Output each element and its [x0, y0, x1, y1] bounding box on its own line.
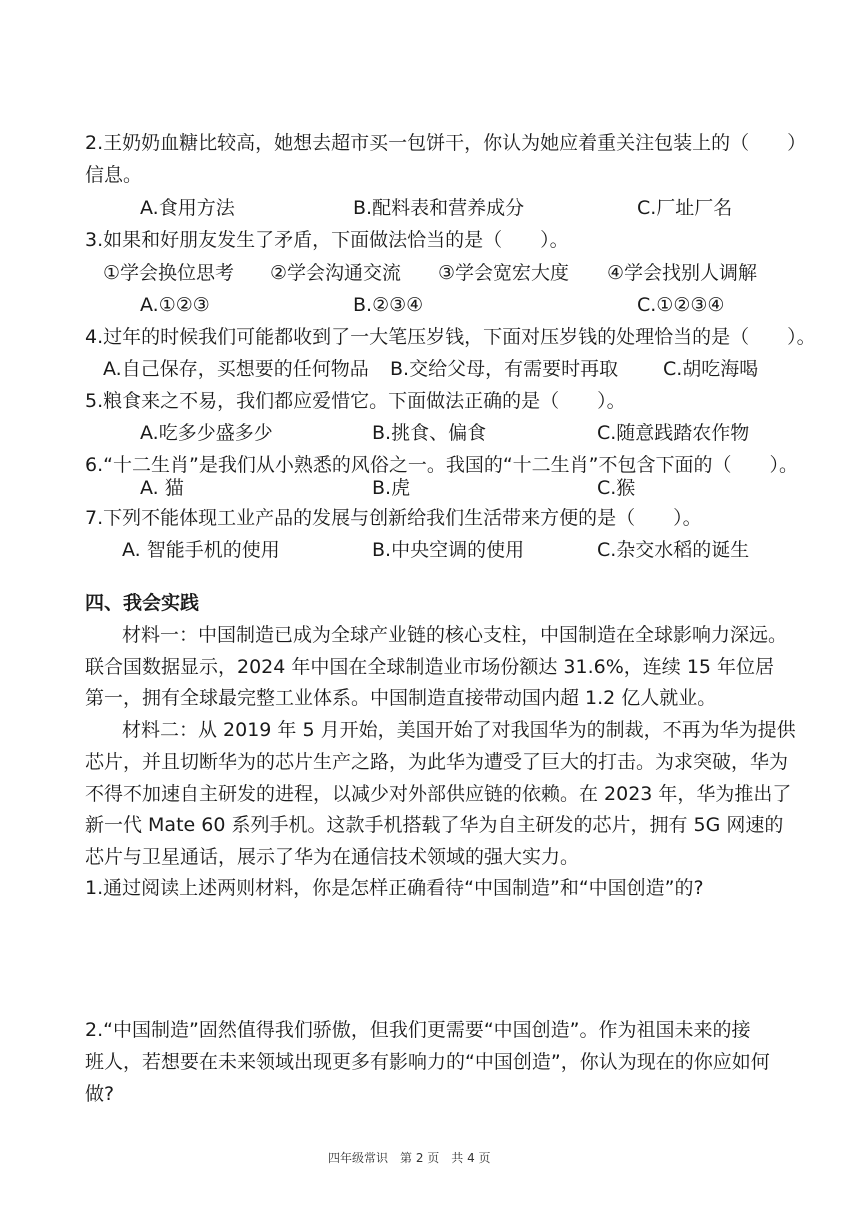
q6-option-c: C.猴: [597, 477, 636, 499]
subquestion-1: 1.通过阅读上述两则材料，你是怎样正确看待“中国制造”和“中国创造”的?: [85, 877, 704, 899]
q4-option-c: C.胡吃海喝: [663, 358, 759, 380]
q3-stem: 3.如果和好朋友发生了矛盾，下面做法恰当的是（ ）。: [85, 229, 569, 251]
q7-option-a: A. 智能手机的使用: [122, 539, 280, 561]
page-footer: 四年级常识 第 2 页 共 4 页: [328, 1151, 491, 1165]
material-2-line-3: 不得不加速自主研发的进程，以减少对外部供应链的依赖。在 2023 年，华为推出了: [85, 783, 792, 805]
q4-option-b: B.交给父母，有需要时再取: [390, 358, 619, 380]
q6-option-a: A. 猫: [140, 477, 184, 499]
q2-stem-line2: 信息。: [85, 164, 143, 186]
q3-option-c: C.①②③④: [637, 294, 725, 316]
q2-option-a: A.食用方法: [140, 197, 235, 219]
q7-stem: 7.下列不能体现工业产品的发展与创新给我们生活带来方便的是（ ）。: [85, 507, 702, 529]
q5-option-a: A.吃多少盛多少: [140, 422, 273, 444]
subquestion-2-line-1: 2.“中国制造”固然值得我们骄傲，但我们更需要“中国创造”。作为祖国未来的接: [85, 1019, 751, 1041]
q4-stem: 4.过年的时候我们可能都收到了一大笔压岁钱，下面对压岁钱的处理恰当的是（ ）。: [85, 326, 816, 348]
subquestion-2-line-2: 班人，若想要在未来领域出现更多有影响力的“中国创造”，你认为现在的你应如何: [85, 1051, 770, 1073]
q2-option-c: C.厂址厂名: [637, 197, 733, 219]
material-2-line-4: 新一代 Mate 60 系列手机。这款手机搭载了华为自主研发的芯片，拥有 5G 网速的: [85, 814, 784, 836]
section-heading: 四、我会实践: [85, 592, 200, 614]
q2-option-b: B.配料表和营养成分: [353, 197, 525, 219]
q3-option-b: B.②③④: [353, 294, 424, 316]
q6-stem: 6.“十二生肖”是我们从小熟悉的风俗之一。我国的“十二生肖”不包含下面的（ ）。: [85, 454, 799, 476]
q4-option-a: A.自己保存，买想要的任何物品: [103, 358, 369, 380]
material-1-line-3: 第一，拥有全球最完整工业体系。中国制造直接带动国内超 1.2 亿人就业。: [85, 687, 717, 709]
q5-option-c: C.随意践踏农作物: [597, 422, 750, 444]
material-2-line-5: 芯片与卫星通话，展示了华为在通信技术领域的强大实力。: [85, 846, 580, 868]
material-1-line-1: 材料一：中国制造已成为全球产业链的核心支柱，中国制造在全球影响力深远。: [122, 624, 788, 646]
q7-option-c: C.杂交水稻的诞生: [597, 539, 750, 561]
q3-item-4: ④学会找别人调解: [607, 262, 758, 284]
q3-item-2: ②学会沟通交流: [270, 262, 402, 284]
q5-stem: 5.粮食来之不易，我们都应爱惜它。下面做法正确的是（ ）。: [85, 390, 626, 412]
q5-option-b: B.挑食、偏食: [372, 422, 487, 444]
q3-item-1: ①学会换位思考: [103, 262, 235, 284]
material-2-line-2: 芯片，并且切断华为的芯片生产之路，为此华为遭受了巨大的打击。为求突破，华为: [85, 751, 789, 773]
q2-stem-line1: 2.王奶奶血糖比较高，她想去超市买一包饼干，你认为她应着重关注包装上的（ ）: [85, 132, 807, 154]
q7-option-b: B.中央空调的使用: [372, 539, 525, 561]
material-1-line-2: 联合国数据显示，2024 年中国在全球制造业市场份额达 31.6%，连续 15 年位居: [85, 656, 775, 678]
q3-option-a: A.①②③: [140, 294, 210, 316]
q6-option-b: B.虎: [372, 477, 411, 499]
material-2-line-1: 材料二：从 2019 年 5 月开始，美国开始了对我国华为的制裁，不再为华为提供: [122, 719, 796, 741]
q3-item-3: ③学会宽宏大度: [438, 262, 570, 284]
subquestion-2-line-3: 做?: [85, 1083, 115, 1105]
